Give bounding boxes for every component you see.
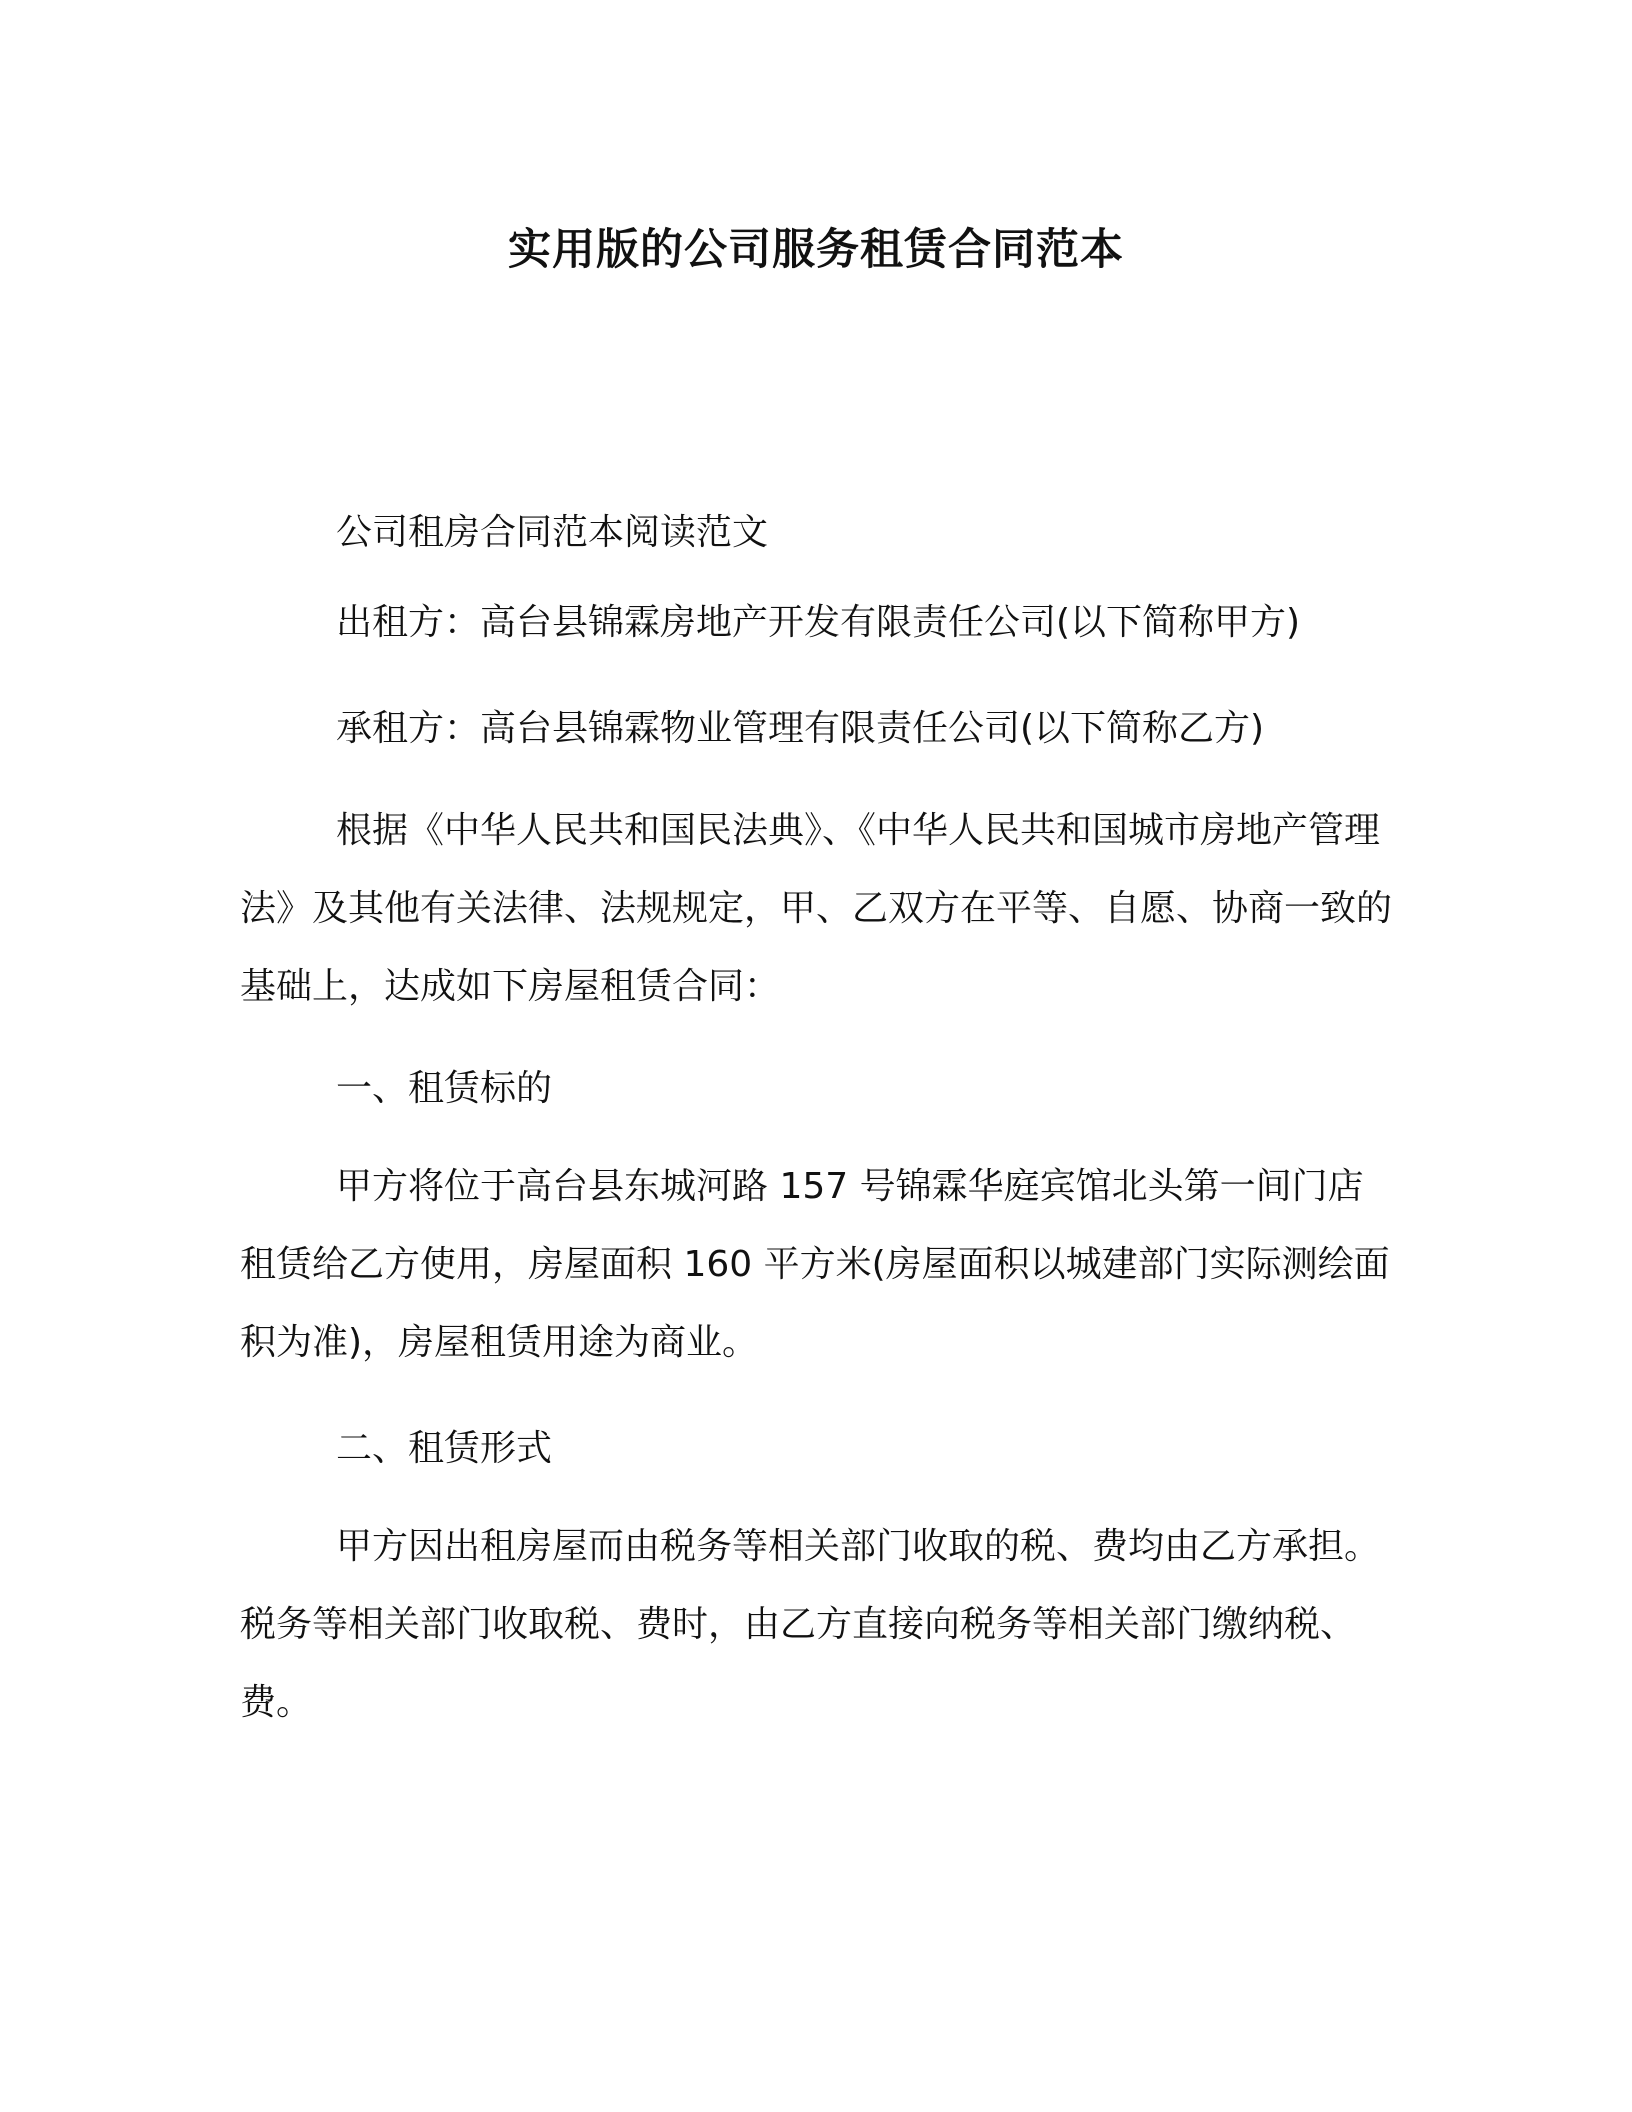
paragraph-lease-form: 甲方因出租房屋而由税务等相关部门收取的税、费均由乙方承担。税务等相关部门收取税、费时，由乙方直接向税务等相关部门缴纳税、费。: [240, 1526, 1381, 1723]
paragraph-lessor: 出租方：高台县锦霖房地产开发有限责任公司(以下简称甲方): [336, 602, 1301, 643]
section-heading-lease-subject: 一、租赁标的: [336, 1068, 553, 1109]
paragraph-lease-subject: 甲方将位于高台县东城河路 157 号锦霖华庭宾馆北头第一间门店租赁给乙方使用，房屋面积 160 平方米(房屋面积以城建部门实际测绘面积为准)，房屋租赁用途为商业。: [240, 1166, 1390, 1363]
paragraph-lessee: 承租方：高台县锦霖物业管理有限责任公司(以下简称乙方): [336, 708, 1265, 749]
section-heading-lease-form: 二、租赁形式: [336, 1428, 553, 1469]
paragraph-subtitle: 公司租房合同范本阅读范文: [336, 512, 769, 553]
document-title: 实用版的公司服务租赁合同范本: [508, 225, 1124, 275]
paragraph-legal-basis: 根据《中华人民共和国民法典》、《中华人民共和国城市房地产管理法》及其他有关法律、法规规定，甲、乙双方在平等、自愿、协商一致的基础上，达成如下房屋租赁合同：: [240, 810, 1393, 1007]
